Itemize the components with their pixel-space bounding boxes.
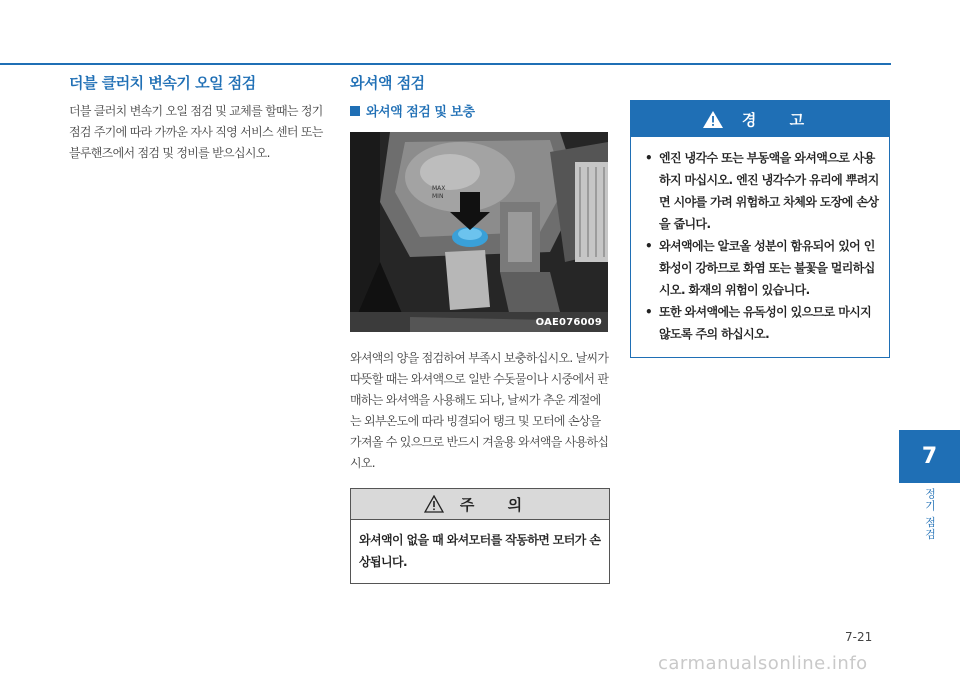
chapter-label-text: 정기 점검 <box>923 488 937 541</box>
caution-body: 와셔액이 없을 때 와셔모터를 작동하면 모터가 손상됩니다. <box>359 533 601 569</box>
section-dct-oil <box>69 72 331 164</box>
washer-body-text: 와셔액의 양을 점검하여 부족시 보충하십시오. 날씨가 따뜻할 때는 와셔액으로 일반 수돗물이나 시중에서 판매하는 와셔액을 사용해도 되나, 날씨가 추운 계절에는 외부온도에 따라 빙결되어 탱크 및 모터에 손상을 가져올 수 있으므로 반드시 겨울용 와셔액을 사용하십시오. <box>350 351 609 470</box>
square-bullet-icon <box>350 106 360 116</box>
engine-bay-illustration <box>350 132 608 332</box>
min-mark: MIN <box>432 193 444 200</box>
subsection-title-text: 와셔액 점검 및 보충 <box>366 105 475 120</box>
subsection-title <box>350 101 610 120</box>
page-number: 7-21 <box>845 630 873 644</box>
warning-title: 경 고 <box>741 110 819 129</box>
warning-item: • 와셔액에는 알코올 성분이 함유되어 있어 인화성이 강하므로 화염 또는 불꽃을 멀리하십시오. 화재의 위험이 있습니다. <box>645 235 879 301</box>
caution-header <box>351 489 609 520</box>
top-rule <box>0 63 891 65</box>
warning-header <box>631 101 889 137</box>
photo-code: OAE076009 <box>535 317 602 328</box>
warning-list <box>631 137 889 357</box>
caution-title: 주 의 <box>459 495 537 514</box>
warning-item: • 또한 와셔액에는 유독성이 있으므로 마시지 않도록 주의 하십시오. <box>645 301 879 345</box>
chapter-label <box>899 488 960 541</box>
warning-triangle-icon <box>702 110 724 129</box>
watermark: carmanualsonline.info <box>658 653 868 674</box>
section-body-dct-oil: 더블 클러치 변속기 오일 점검 및 교체를 할때는 정기 점검 주기에 따라 가까운 자사 직영 서비스 센터 또는 블루핸즈에서 점검 및 정비를 받으십시오. <box>69 104 323 160</box>
max-mark: MAX <box>432 185 446 192</box>
section-washer-fluid <box>350 72 610 584</box>
chapter-tab[interactable]: 7 <box>899 430 960 483</box>
engine-bay-photo <box>350 132 608 332</box>
section-title-dct-oil: 더블 클러치 변속기 오일 점검 <box>69 74 256 92</box>
warning-item: • 엔진 냉각수 또는 부동액을 와셔액으로 사용하지 마십시오. 엔진 냉각수가 유리에 뿌려지면 시야를 가려 위험하고 차체와 도장에 손상을 줍니다. <box>645 147 879 235</box>
warning-box <box>630 100 890 358</box>
caution-triangle-icon <box>424 495 444 513</box>
section-title-washer: 와셔액 점검 <box>350 74 425 92</box>
caution-box <box>350 488 610 584</box>
